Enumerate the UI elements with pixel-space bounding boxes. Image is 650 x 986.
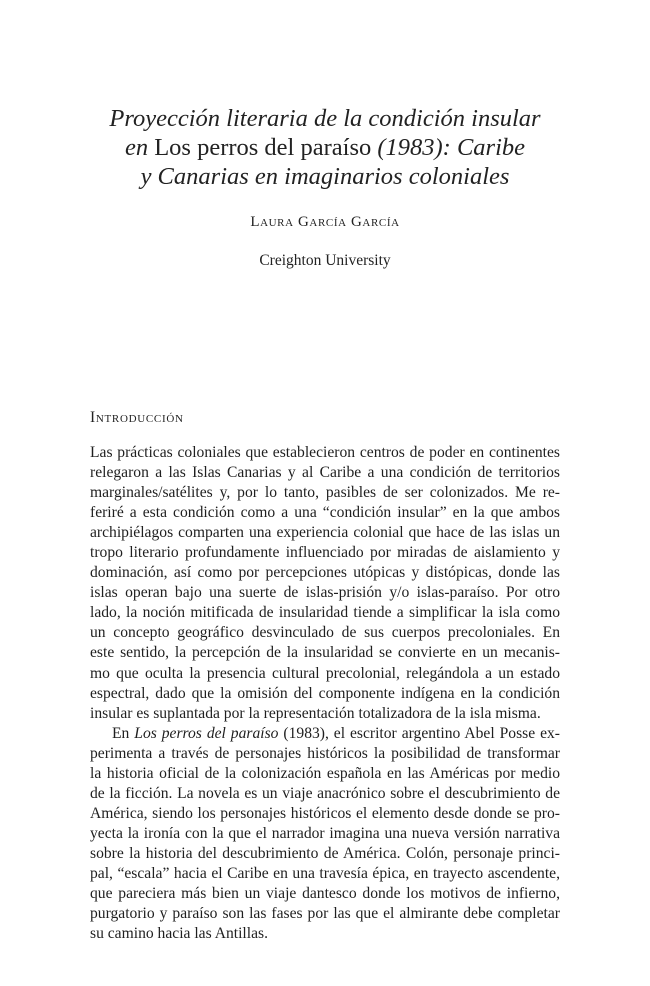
text-line: Las prácticas coloniales que establecieron centros de poder en continentes xyxy=(90,444,560,461)
title-line-2-suffix: (1983): Caribe xyxy=(371,134,526,161)
title-novel-name: Los perros del paraíso xyxy=(154,134,372,161)
text-line xyxy=(90,724,560,744)
text-line: la historia oficial de la colonización española en las Américas por medio xyxy=(90,764,560,782)
text-line: archipiélagos comparten una experiencia colonial que hace de las islas un xyxy=(90,524,560,542)
text-line: este sentido, la percepción de la insularidad se convierte en un mecanis- xyxy=(90,644,560,662)
title-line-2 xyxy=(80,133,570,162)
body-text xyxy=(90,443,560,944)
title-line-3: y Canarias en imaginarios coloniales xyxy=(140,163,510,190)
text-line: feriré a esta condición como a una “condición insular” en la que ambos xyxy=(90,504,560,522)
text-line: de la ficción. La novela es un viaje anacrónico sobre el descubrimiento de xyxy=(90,784,560,802)
text-line: yecta la ironía con la que el narrador imagina una nueva versión narrativa xyxy=(90,824,560,842)
chapter-title xyxy=(80,104,570,191)
text-line: espectral, dado que la omisión del componente indígena en la condición xyxy=(90,684,560,702)
text-line: sobre la historia del descubrimiento de América. Colón, personaje princi- xyxy=(90,844,560,862)
author-name: Laura García García xyxy=(250,214,400,230)
text-line: que pareciera más bien un viaje dantesco donde los motivos de infierno, xyxy=(90,885,560,903)
text-line: relegaron a las Islas Canarias y al Caribe a una condición de territorios xyxy=(90,464,560,482)
section-heading: Introducción xyxy=(90,409,184,426)
text-line: tropo literario profundamente influenciado por miradas de aislamiento y xyxy=(90,544,560,562)
text-line: lado, la noción mitificada de insularidad tiende a simplificar la isla como xyxy=(90,604,560,622)
text-line: islas operan bajo una suerte de islas-prisión y/o islas-paraíso. Por otro xyxy=(90,584,560,602)
novel-title-ref: Los perros del paraíso xyxy=(134,724,279,742)
title-line-1: Proyección literaria de la condición insular xyxy=(109,105,541,132)
text-line: perimenta a través de personajes históricos la posibilidad de transformar xyxy=(90,744,560,762)
title-line-2-prefix: en xyxy=(124,134,155,161)
text-span: En xyxy=(112,724,135,742)
text-line: pal, “escala” hacia el Caribe en una travesía épica, en trayecto ascendente, xyxy=(90,864,560,882)
text-line: dominación, así como por percepciones utópicas y distópicas, donde las xyxy=(90,564,560,582)
author-affiliation: Creighton University xyxy=(259,252,391,269)
text-line: su camino hacia las Antillas. xyxy=(90,925,268,943)
text-line: América, siendo los personajes históricos el elemento desde donde se pro- xyxy=(90,804,560,822)
text-span: (1983), el escritor argentino Abel Posse ex- xyxy=(278,724,560,742)
text-line: mo que oculta la presencia cultural precolonial, relegándola a un estado xyxy=(90,664,560,682)
text-line: marginales/satélites y, por lo tanto, pasibles de ser colonizados. Me re- xyxy=(90,484,560,502)
text-line: purgatorio y paraíso son las fases por las que el almirante debe completar xyxy=(90,905,560,923)
text-line: un concepto geográfico desvinculado de sus cuerpos precoloniales. En xyxy=(90,624,560,642)
text-line: insular es suplantada por la representación totalizadora de la isla misma. xyxy=(90,704,541,722)
